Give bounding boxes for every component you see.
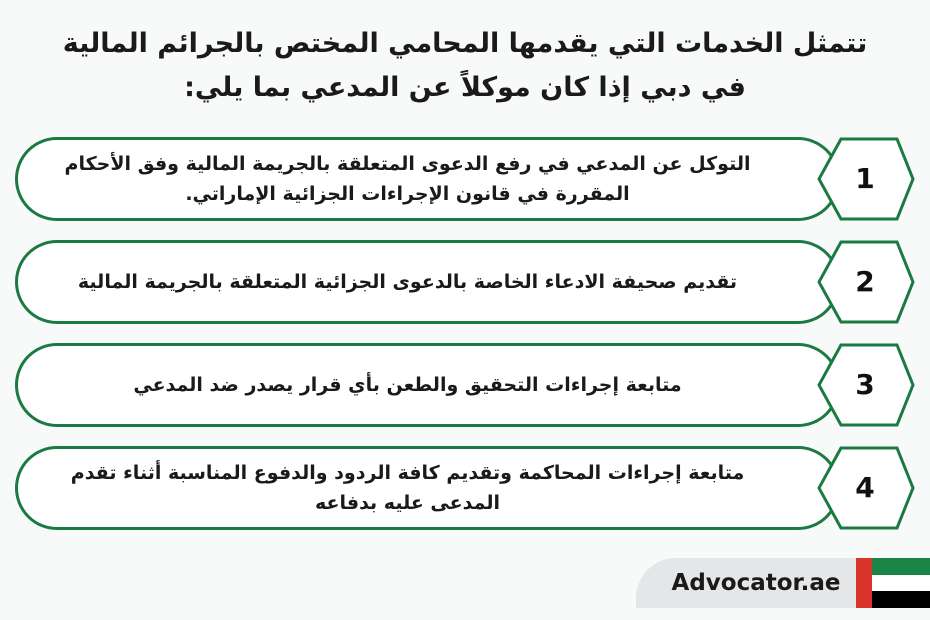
list-item xyxy=(15,137,915,221)
uae-flag-icon xyxy=(856,558,930,608)
number-hexagon xyxy=(815,446,915,530)
item-box xyxy=(15,446,840,530)
item-number: 1 xyxy=(855,162,875,195)
number-hexagon xyxy=(815,343,915,427)
item-text: تقديم صحيفة الادعاء الخاصة بالدعوى الجزائية المتعلقة بالجريمة المالية xyxy=(77,271,738,293)
brand-badge xyxy=(636,558,856,608)
item-box xyxy=(15,137,840,221)
item-box xyxy=(15,343,840,427)
list-item xyxy=(15,343,915,427)
item-text: التوكل عن المدعي في رفع الدعوى المتعلقة بالجريمة المالية وفق الأحكام المقررة في قانون الإجراءات الجزائية الإماراتي. xyxy=(64,153,751,205)
list-item xyxy=(15,446,915,530)
number-hexagon xyxy=(815,137,915,221)
item-text: متابعة إجراءات المحاكمة وتقديم كافة الردود والدفوع المناسبة أثناء تقدم المدعى عليه بدفاعه xyxy=(70,462,745,514)
item-number: 2 xyxy=(855,265,875,298)
number-hexagon xyxy=(815,240,915,324)
page-title: تتمثل الخدمات التي يقدمها المحامي المختص بالجرائم المالية في دبي إذا كان موكلاً عن المدعي بما يلي: xyxy=(62,28,868,103)
item-number: 4 xyxy=(855,471,875,504)
list-item xyxy=(15,240,915,324)
item-text: متابعة إجراءات التحقيق والطعن بأي قرار يصدر ضد المدعي xyxy=(133,374,682,396)
item-box xyxy=(15,240,840,324)
brand-name: Advocator.ae xyxy=(671,570,841,596)
item-number: 3 xyxy=(855,368,875,401)
